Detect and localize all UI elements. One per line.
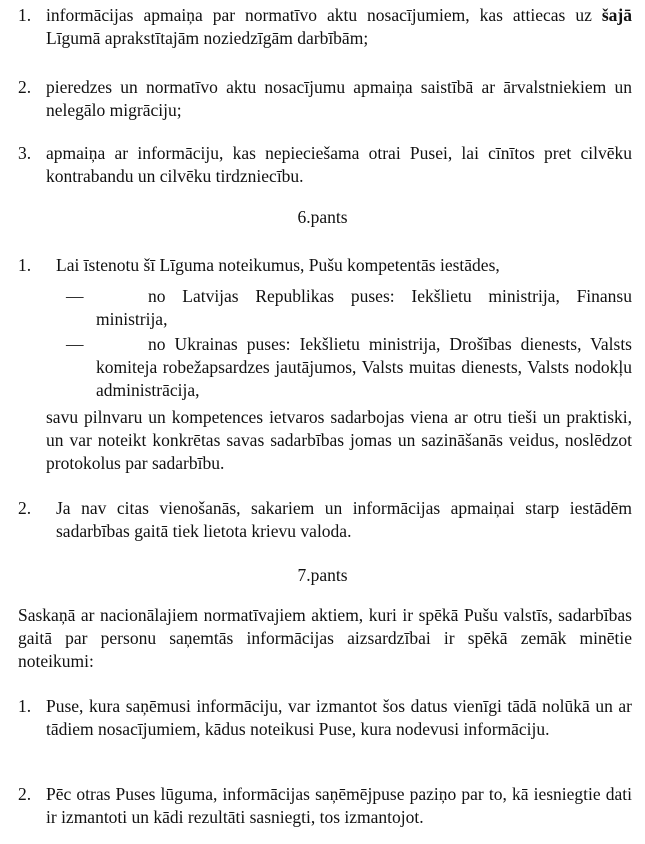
- list-item: [18, 783, 632, 829]
- item-text: no Ukrainas puses: Iekšlietu ministrija, Drošības dienests, Valsts komiteja robežapsardzes jautājumos, Valsts muitas dienests, Valsts nodokļu administrācija,: [96, 334, 632, 400]
- item-number: 1.: [18, 5, 32, 25]
- paragraph: savu pilnvaru un kompetences ietvaros sadarbojas viena ar otru tieši un praktiski, un var noteikt konkrētas savas sadarbības jomas un sazināšanās veidus, noslēdzot protokolus par sadarbību.: [46, 407, 632, 473]
- item-number: 2.: [18, 77, 32, 97]
- list-item: [18, 76, 632, 122]
- list-item: [66, 285, 632, 331]
- list-item: [18, 254, 632, 277]
- item-text: Puse, kura saņēmusi informāciju, var izmantot šos datus vienīgi tādā nolūkā un ar tādiem nosacījumiem, kādus noteikusi Puse, kura nodevusi informāciju.: [46, 696, 632, 739]
- item-text: Pēc otras Puses lūguma, informācijas saņēmējpuse paziņo par to, kā iesniegtie dati ir izmantoti un kādi rezultāti sasniegti, tos izmantojot.: [46, 784, 632, 827]
- item-number: 2.: [18, 784, 32, 804]
- list-item: [66, 333, 632, 402]
- paragraph: Saskaņā ar nacionālajiem normatīvajiem aktiem, kuri ir spēkā Pušu valstīs, sadarbības gaitā par personu saņemtās informācijas aizsardzībai ir spēkā zemāk minētie noteikumi:: [18, 605, 632, 671]
- list-item: [18, 497, 632, 543]
- bold-word: šajā: [601, 5, 632, 25]
- item-text: informācijas apmaiņa par normatīvo aktu nosacījumiem, kas attiecas uz šajā Līgumā aprakstītajām noziedzīgām darbībām;: [46, 5, 632, 48]
- item-text: no Latvijas Republikas puses: Iekšlietu ministrija, Finansu ministrija,: [96, 286, 632, 329]
- list-item: [18, 695, 632, 741]
- item-number: 3.: [18, 143, 32, 163]
- article-heading: 7.pants: [297, 565, 348, 585]
- dash-marker: —: [66, 334, 84, 354]
- item-text: pieredzes un normatīvo aktu nosacījumu apmaiņa saistībā ar ārvalstniekiem un nelegālo migrāciju;: [46, 77, 632, 120]
- article-heading: 6.pants: [297, 207, 348, 227]
- item-text: apmaiņa ar informāciju, kas nepieciešama otrai Pusei, lai cīnītos pret cilvēku kontrabandu un cilvēku tirdzniecību.: [46, 143, 632, 186]
- item-number: 1.: [18, 255, 32, 275]
- item-number: 1.: [18, 696, 32, 716]
- item-text: Lai īstenotu šī Līguma noteikumus, Pušu kompetentās iestādes,: [56, 255, 500, 275]
- item-number: 2.: [18, 498, 32, 518]
- list-item: [18, 4, 632, 50]
- dash-marker: —: [66, 286, 84, 306]
- item-text: Ja nav citas vienošanās, sakariem un informācijas apmaiņai starp iestādēm sadarbības gaitā tiek lietota krievu valoda.: [56, 498, 632, 541]
- list-item: [18, 142, 632, 188]
